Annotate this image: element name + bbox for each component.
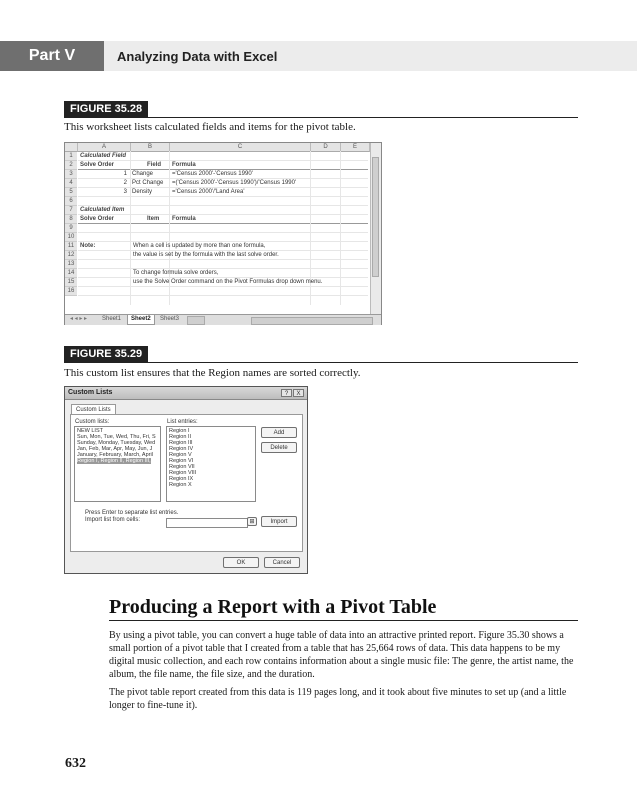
gridline — [78, 160, 368, 161]
cell-note-text[interactable]: When a cell is updated by more than one formula, — [133, 243, 266, 249]
row-header[interactable]: 6 — [65, 197, 77, 206]
custom-lists-listbox[interactable] — [74, 426, 161, 502]
cell-header-item[interactable]: Item — [147, 216, 160, 222]
custom-lists-dialog — [64, 386, 308, 574]
cell-note-text[interactable]: To change formula solve orders, — [133, 270, 219, 276]
list-item[interactable]: NEW LIST — [77, 428, 103, 434]
row-header[interactable]: 1 — [65, 152, 77, 161]
list-entries-label: List entries: — [167, 419, 198, 425]
close-button[interactable]: X — [293, 389, 304, 397]
delete-button[interactable]: Delete — [261, 442, 297, 453]
gridline — [340, 151, 341, 305]
cell-calculated-item-heading[interactable]: Calculated Item — [80, 207, 125, 213]
section-heading: Producing a Report with a Pivot Table — [109, 596, 437, 618]
cell-solve-order[interactable]: 1 — [123, 171, 127, 177]
cell-header-solve-order[interactable]: Solve Order — [80, 216, 115, 222]
page-number: 632 — [65, 756, 86, 771]
list-entry: Region II — [169, 434, 192, 440]
cell-field-name[interactable]: Density — [132, 189, 153, 195]
sheet-tab[interactable]: Sheet3 — [160, 316, 180, 322]
list-entry: Region VII — [169, 464, 195, 470]
press-enter-hint: Press Enter to separate list entries. — [85, 510, 179, 516]
gridline — [78, 268, 368, 269]
list-item[interactable]: Jan, Feb, Mar, Apr, May, Jun, J — [77, 446, 153, 452]
gridline — [78, 286, 368, 287]
cancel-button[interactable]: Cancel — [264, 557, 300, 568]
import-button[interactable]: Import — [261, 516, 297, 527]
row-header[interactable]: 3 — [65, 170, 77, 179]
cell-header-solve-order[interactable]: Solve Order — [80, 162, 115, 168]
row-header[interactable]: 4 — [65, 179, 77, 188]
sheet-tab-active[interactable]: Sheet2 — [127, 315, 155, 325]
row-header[interactable]: 16 — [65, 287, 77, 296]
import-range-input[interactable] — [166, 518, 248, 528]
column-header[interactable]: A — [78, 143, 131, 152]
dialog-panel — [70, 414, 303, 552]
cell-formula[interactable]: =('Census 2000'-'Census 1990')/'Census 1990' — [172, 180, 297, 186]
ok-button[interactable]: OK — [223, 557, 259, 568]
section-rule — [109, 620, 578, 621]
list-entry: Region VI — [169, 458, 194, 464]
figure-label-2: FIGURE 35.29 — [64, 346, 148, 362]
figure-caption-2: This custom list ensures that the Region names are sorted correctly. — [64, 367, 361, 379]
cell-note-text[interactable]: the value is set by the formula with the last solve order. — [133, 252, 279, 258]
list-item-selected[interactable]: Region I, Region II, Region III, — [77, 458, 151, 464]
body-paragraph: By using a pivot table, you can convert a huge table of data into an attractive printed report. Figure 35.30 shows a small portion of a pivot table that I created from a table that has 25,664 rows of data. This data happens to be my digital music collection, and each row contains information about a single music file: The genre, the artist name, the album, the file name, the file size, and the duration. — [109, 630, 574, 680]
sheet-tab[interactable]: Sheet1 — [102, 316, 122, 322]
row-header[interactable]: 7 — [65, 206, 77, 215]
cell-header-formula[interactable]: Formula — [172, 216, 196, 222]
collapse-dialog-icon[interactable]: ⊞ — [247, 517, 257, 526]
figure-caption-1: This worksheet lists calculated fields and items for the pivot table. — [64, 121, 356, 133]
import-label: Import list from cells: — [85, 517, 141, 523]
gridline — [130, 151, 131, 305]
cell-solve-order[interactable]: 2 — [123, 180, 127, 186]
gridline — [78, 196, 368, 197]
list-entry: Region V — [169, 452, 192, 458]
gridline — [78, 259, 368, 260]
column-header[interactable]: B — [131, 143, 170, 152]
vertical-scrollbar[interactable] — [370, 143, 381, 314]
list-entry: Region I — [169, 428, 190, 434]
column-header[interactable]: E — [341, 143, 370, 152]
row-header[interactable]: 14 — [65, 269, 77, 278]
cell-solve-order[interactable]: 3 — [123, 189, 127, 195]
gridline — [78, 214, 368, 215]
worksheet-screenshot — [64, 142, 382, 325]
row-header[interactable]: 11 — [65, 242, 77, 251]
row-header[interactable]: 5 — [65, 188, 77, 197]
insert-sheet-tab[interactable] — [187, 316, 205, 325]
figure-label-1: FIGURE 35.28 — [64, 101, 148, 117]
cell-field-name[interactable]: Pct Change — [132, 180, 164, 186]
column-header[interactable]: D — [311, 143, 341, 152]
list-item[interactable]: Sunday, Monday, Tuesday, Wed — [77, 440, 156, 446]
list-entries-textbox[interactable] — [166, 426, 256, 502]
figure-rule-2 — [64, 362, 578, 363]
gridline — [78, 232, 368, 233]
cell-note-text[interactable]: use the Solve Order command on the Pivot Formulas drop down menu. — [133, 279, 323, 285]
horizontal-scrollbar[interactable] — [251, 317, 373, 325]
cell-header-formula[interactable]: Formula — [172, 162, 196, 168]
gridline — [78, 223, 368, 224]
figure-rule-1 — [64, 117, 578, 118]
list-item[interactable]: Sun, Mon, Tue, Wed, Thu, Fri, S — [77, 434, 156, 440]
cell-field-name[interactable]: Change — [132, 171, 154, 177]
chapter-title: Analyzing Data with Excel — [117, 48, 278, 64]
sheet-tab-bar — [65, 314, 381, 325]
body-paragraph: The pivot table report created from this data is 119 pages long, and it took about five minutes to set up (and a little longer to fine-tune it). — [109, 687, 567, 711]
row-header[interactable]: 9 — [65, 224, 77, 233]
select-all-corner[interactable] — [65, 143, 78, 152]
row-header[interactable]: 10 — [65, 233, 77, 242]
list-entry: Region X — [169, 482, 192, 488]
list-entry: Region IX — [169, 476, 194, 482]
row-header[interactable]: 15 — [65, 278, 77, 287]
help-button[interactable]: ? — [281, 389, 292, 397]
scrollbar-thumb[interactable] — [372, 157, 379, 277]
cell-note-label[interactable]: Note: — [80, 243, 96, 249]
dialog-title: Custom Lists — [68, 389, 113, 396]
part-label: Part V — [0, 41, 104, 71]
cell-calculated-field-heading[interactable]: Calculated Field — [80, 153, 127, 159]
cell-formula[interactable]: ='Census 2000'/'Land Area' — [172, 189, 245, 195]
add-button[interactable]: Add — [261, 427, 297, 438]
sheet-nav-arrows[interactable]: ◂ ◂ ▸ ▸ — [70, 316, 88, 322]
row-header[interactable]: 13 — [65, 260, 77, 269]
row-header[interactable]: 12 — [65, 251, 77, 260]
cell-header-field[interactable]: Field — [147, 162, 162, 168]
tab-custom-lists[interactable]: Custom Lists — [71, 404, 116, 415]
cell-formula[interactable]: ='Census 2000'-'Census 1990' — [172, 171, 253, 177]
custom-lists-label: Custom lists: — [75, 419, 110, 425]
list-entry: Region III — [169, 440, 193, 446]
row-header[interactable]: 2 — [65, 161, 77, 170]
gridline — [78, 295, 368, 296]
list-item[interactable]: January, February, March, April — [77, 452, 153, 458]
dialog-title-bar — [65, 387, 307, 400]
list-entry: Region IV — [169, 446, 194, 452]
column-header[interactable]: C — [170, 143, 311, 152]
row-header[interactable]: 8 — [65, 215, 77, 224]
list-entry: Region VIII — [169, 470, 197, 476]
